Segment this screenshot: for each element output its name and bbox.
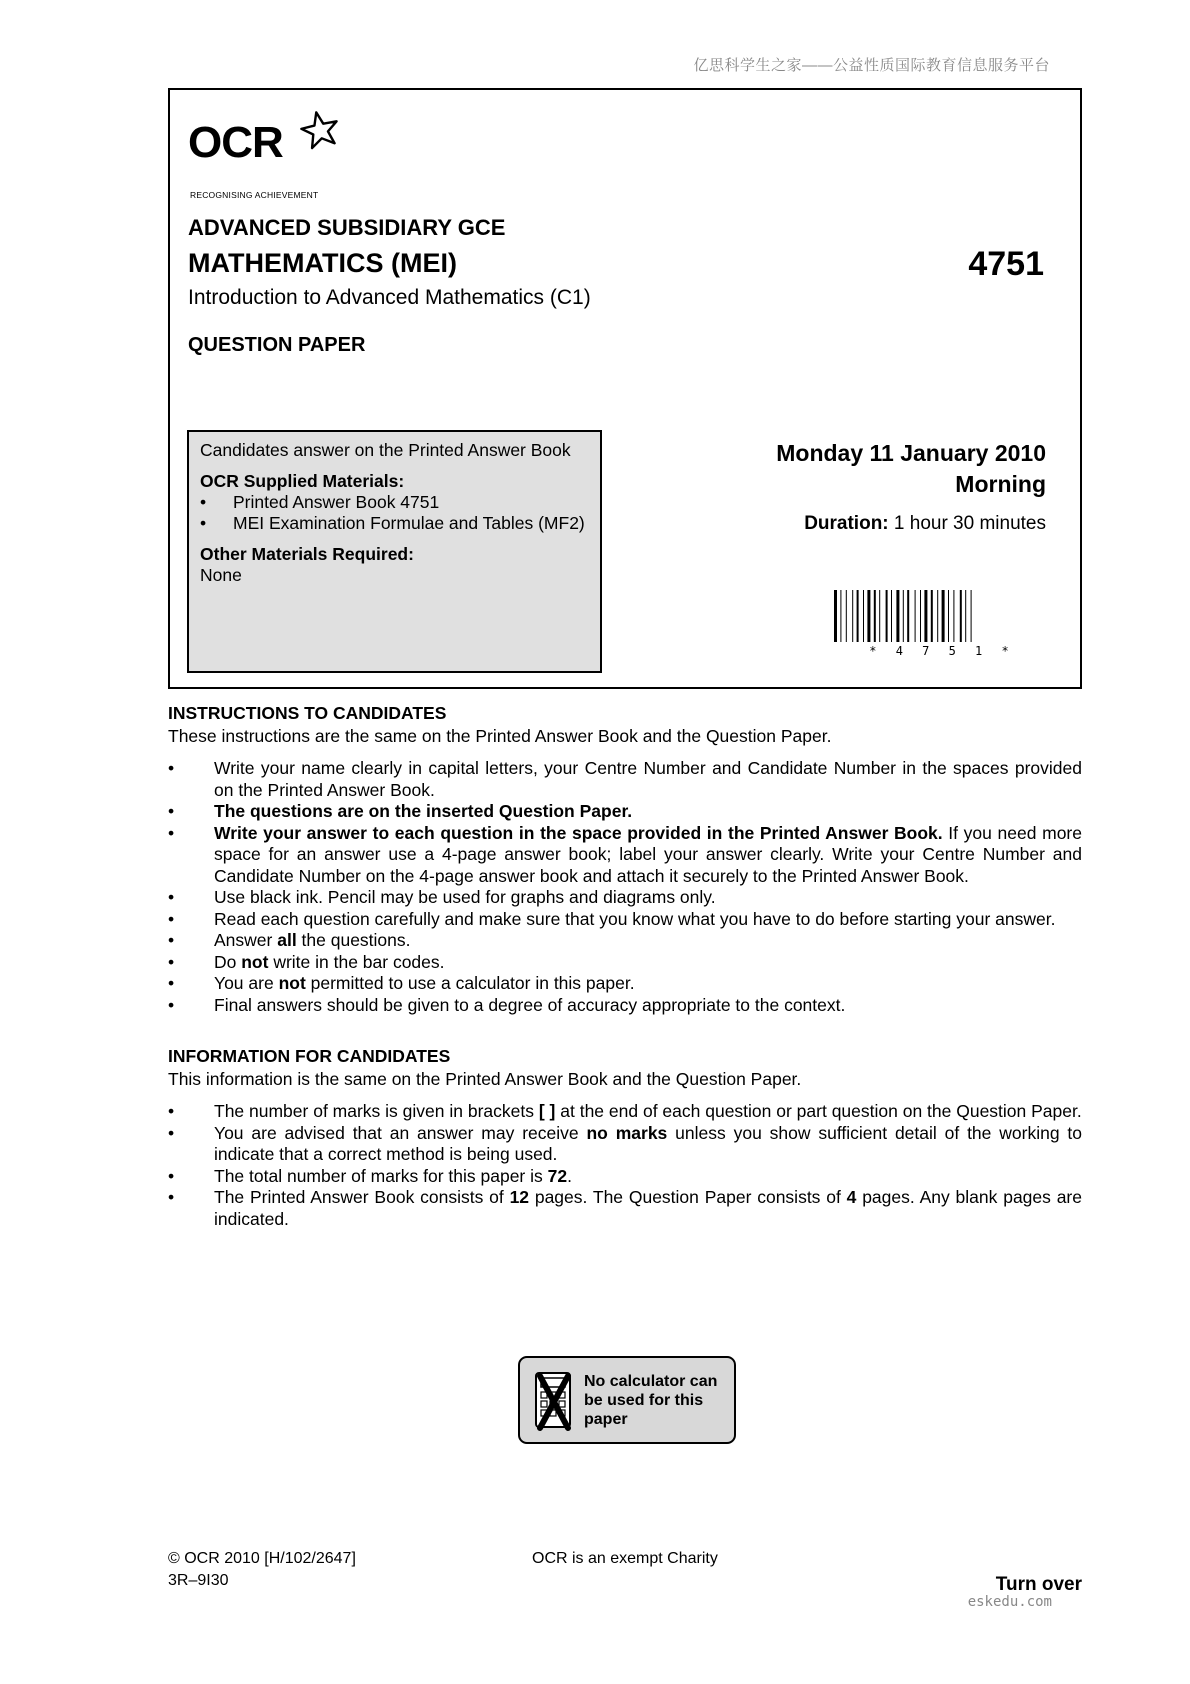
- watermark-bottom: eskedu.com: [967, 1594, 1052, 1610]
- list-item: • Use black ink. Pencil may be used for graphs and diagrams only.: [168, 887, 1082, 909]
- list-item: • Do not write in the bar codes.: [168, 952, 1082, 974]
- paper-code: 4751: [968, 245, 1044, 283]
- duration-label: Duration:: [804, 513, 889, 534]
- star-icon: [300, 110, 340, 150]
- list-item: • You are not permitted to use a calculator in this paper.: [168, 973, 1082, 995]
- list-item: • Final answers should be given to a degree of accuracy appropriate to the context.: [168, 995, 1082, 1017]
- no-calculator-badge: [518, 1356, 736, 1444]
- barcode-text: * 4 7 5 1 *: [869, 644, 1015, 658]
- supplied-materials-heading: OCR Supplied Materials:: [200, 471, 405, 491]
- ocr-logo: [188, 110, 338, 200]
- copyright: © OCR 2010 [H/102/2647]: [168, 1550, 356, 1567]
- paper-type: QUESTION PAPER: [188, 334, 366, 356]
- charity-note: OCR is an exempt Charity: [532, 1550, 718, 1567]
- list-item: • Write your answer to each question in the space provided in the Printed Answer Book. If you need more space for an answer use a 4-page answer book; label your answer clearly. Write your Centre Number and Candidate Number on the 4-page answer book and attach it securely to the Printed Answer Book.: [168, 823, 1082, 888]
- unit-title: Introduction to Advanced Mathematics (C1): [188, 286, 591, 309]
- list-item: • The total number of marks for this paper is 72.: [168, 1166, 1082, 1188]
- list-item: • Write your name clearly in capital letters, your Centre Number and Candidate Number in the spaces provided on the Printed Answer Book.: [168, 758, 1082, 801]
- materials-box: [187, 430, 602, 673]
- list-item: • Read each question carefully and make sure that you know what you have to do before starting your answer.: [168, 909, 1082, 931]
- duration-value: 1 hour 30 minutes: [893, 513, 1046, 534]
- barcode: [832, 590, 1052, 658]
- crossed-calculator-icon: [532, 1370, 576, 1432]
- subject-title: MATHEMATICS (MEI): [188, 248, 457, 278]
- other-materials-heading: Other Materials Required:: [200, 544, 414, 564]
- answer-location: Candidates answer on the Printed Answer Book: [200, 440, 571, 460]
- exam-duration: [804, 513, 1046, 535]
- print-reference: 3R–9I30: [168, 1572, 229, 1589]
- list-item: • The Printed Answer Book consists of 12 pages. The Question Paper consists of 4 pages. Any blank pages are indicated.: [168, 1187, 1082, 1230]
- logo-wordmark: OCR: [188, 118, 283, 167]
- no-calculator-text: No calculator can be used for this paper: [584, 1373, 718, 1428]
- list-item: • You are advised that an answer may receive no marks unless you show sufficient detail of the working to indicate that a correct method is being used.: [168, 1123, 1082, 1166]
- list-item: • Answer all the questions.: [168, 930, 1082, 952]
- exam-date: Monday 11 January 2010: [776, 440, 1046, 466]
- list-item: • The number of marks is given in brackets [ ] at the end of each question or part question on the Question Paper.: [168, 1101, 1082, 1123]
- cover-panel: [168, 88, 1082, 689]
- list-item: • MEI Examination Formulae and Tables (MF2): [200, 513, 589, 534]
- watermark-top: 亿思科学生之家——公益性质国际教育信息服务平台: [693, 57, 1050, 74]
- list-item: • Printed Answer Book 4751: [200, 492, 589, 513]
- logo-tagline: RECOGNISING ACHIEVEMENT: [190, 190, 319, 200]
- instructions-list: [168, 758, 1082, 1016]
- turn-over: Turn over: [995, 1574, 1082, 1595]
- qualification-level: ADVANCED SUBSIDIARY GCE: [188, 215, 506, 240]
- exam-session: Morning: [955, 471, 1046, 497]
- other-materials-value: None: [200, 565, 242, 585]
- instructions-intro: These instructions are the same on the Printed Answer Book and the Question Paper.: [168, 726, 832, 746]
- supplied-materials-list: [200, 492, 589, 534]
- instructions-heading: INSTRUCTIONS TO CANDIDATES: [168, 703, 447, 723]
- information-heading: INFORMATION FOR CANDIDATES: [168, 1046, 451, 1066]
- list-item: • The questions are on the inserted Question Paper.: [168, 801, 1082, 823]
- exam-date-block: [776, 438, 1046, 500]
- information-list: [168, 1101, 1082, 1230]
- information-intro: This information is the same on the Printed Answer Book and the Question Paper.: [168, 1069, 802, 1089]
